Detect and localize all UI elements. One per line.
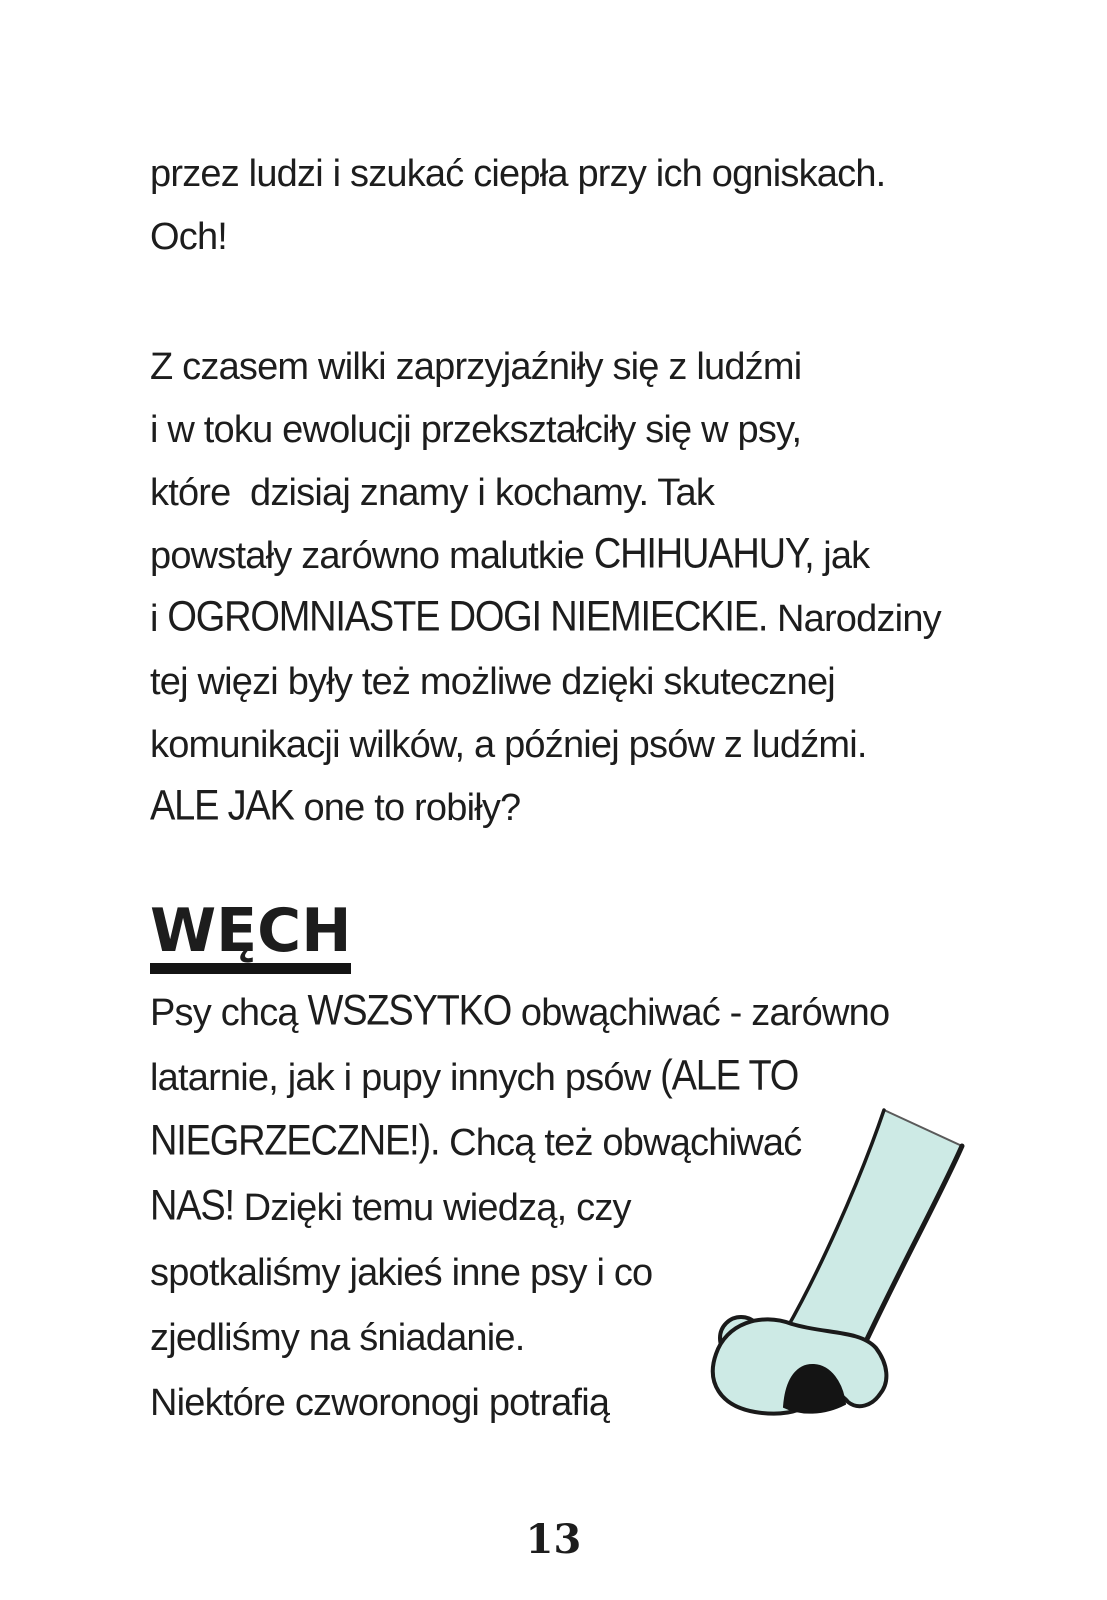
page-number: 13 — [525, 1516, 582, 1563]
emphasis-caps: NAS! — [150, 1182, 234, 1230]
text-segment: komunikacji wilków, a później psów z ludźmi. — [150, 724, 867, 766]
section-heading-wech: WĘCH — [150, 901, 351, 974]
text-segment: Z czasem wilki zaprzyjaźniły się z ludźmi — [150, 346, 802, 388]
text-segment: zjedliśmy na śniadanie. — [150, 1317, 525, 1359]
text-line — [150, 981, 889, 1046]
paragraph-wolves — [150, 336, 941, 840]
text-line — [150, 143, 885, 206]
text-segment: tej więzi były też możliwe dzięki skutecznej — [150, 661, 835, 703]
emphasis-caps: CHIHUAHUY, — [593, 530, 814, 578]
text-line — [150, 462, 941, 525]
text-segment: latarnie, jak i pupy innych psów — [150, 1057, 661, 1099]
text-segment: jak — [813, 535, 870, 577]
text-segment: Psy chcą — [150, 992, 308, 1034]
text-segment: Och! — [150, 216, 228, 258]
text-line — [150, 588, 941, 651]
text-segment: i — [150, 598, 168, 640]
nose-drawing-svg — [700, 1076, 976, 1416]
emphasis-caps: ALE JAK — [150, 782, 294, 830]
text-segment: one to robiły? — [293, 787, 521, 829]
text-line — [150, 399, 941, 462]
emphasis-caps: (ALE TO — [660, 1052, 799, 1100]
text-segment: obwąchiwać - zarówno — [511, 992, 890, 1034]
text-segment: spotkaliśmy jakieś inne psy i co — [150, 1252, 653, 1294]
text-line — [150, 777, 941, 840]
text-line — [150, 206, 885, 269]
emphasis-caps: WSZSYTKO — [307, 987, 512, 1035]
text-line — [150, 714, 941, 777]
text-segment: Dzięki temu wiedzą, czy — [233, 1187, 631, 1229]
text-segment: powstały zarówno malutkie — [150, 535, 594, 577]
paragraph-intro — [150, 143, 885, 269]
text-segment: Narodziny — [767, 598, 941, 640]
emphasis-caps: NIEGRZECZNE!). — [150, 1117, 440, 1165]
text-segment: przez ludzi i szukać ciepła przy ich ogniskach. — [150, 153, 886, 195]
nose-bridge — [786, 1110, 962, 1354]
text-line — [150, 336, 941, 399]
text-segment: Chcą też obwąchiwać — [439, 1122, 802, 1164]
text-line — [150, 651, 941, 714]
text-segment: które dzisiaj znamy i kochamy. Tak — [150, 472, 715, 514]
text-segment: Niektóre czworonogi potrafią — [150, 1382, 610, 1424]
emphasis-caps: OGROMNIASTE DOGI NIEMIECKIE. — [167, 593, 768, 641]
nose-illustration — [700, 1076, 976, 1416]
text-segment: i w toku ewolucji przekształciły się w psy, — [150, 409, 802, 451]
text-line — [150, 525, 941, 588]
